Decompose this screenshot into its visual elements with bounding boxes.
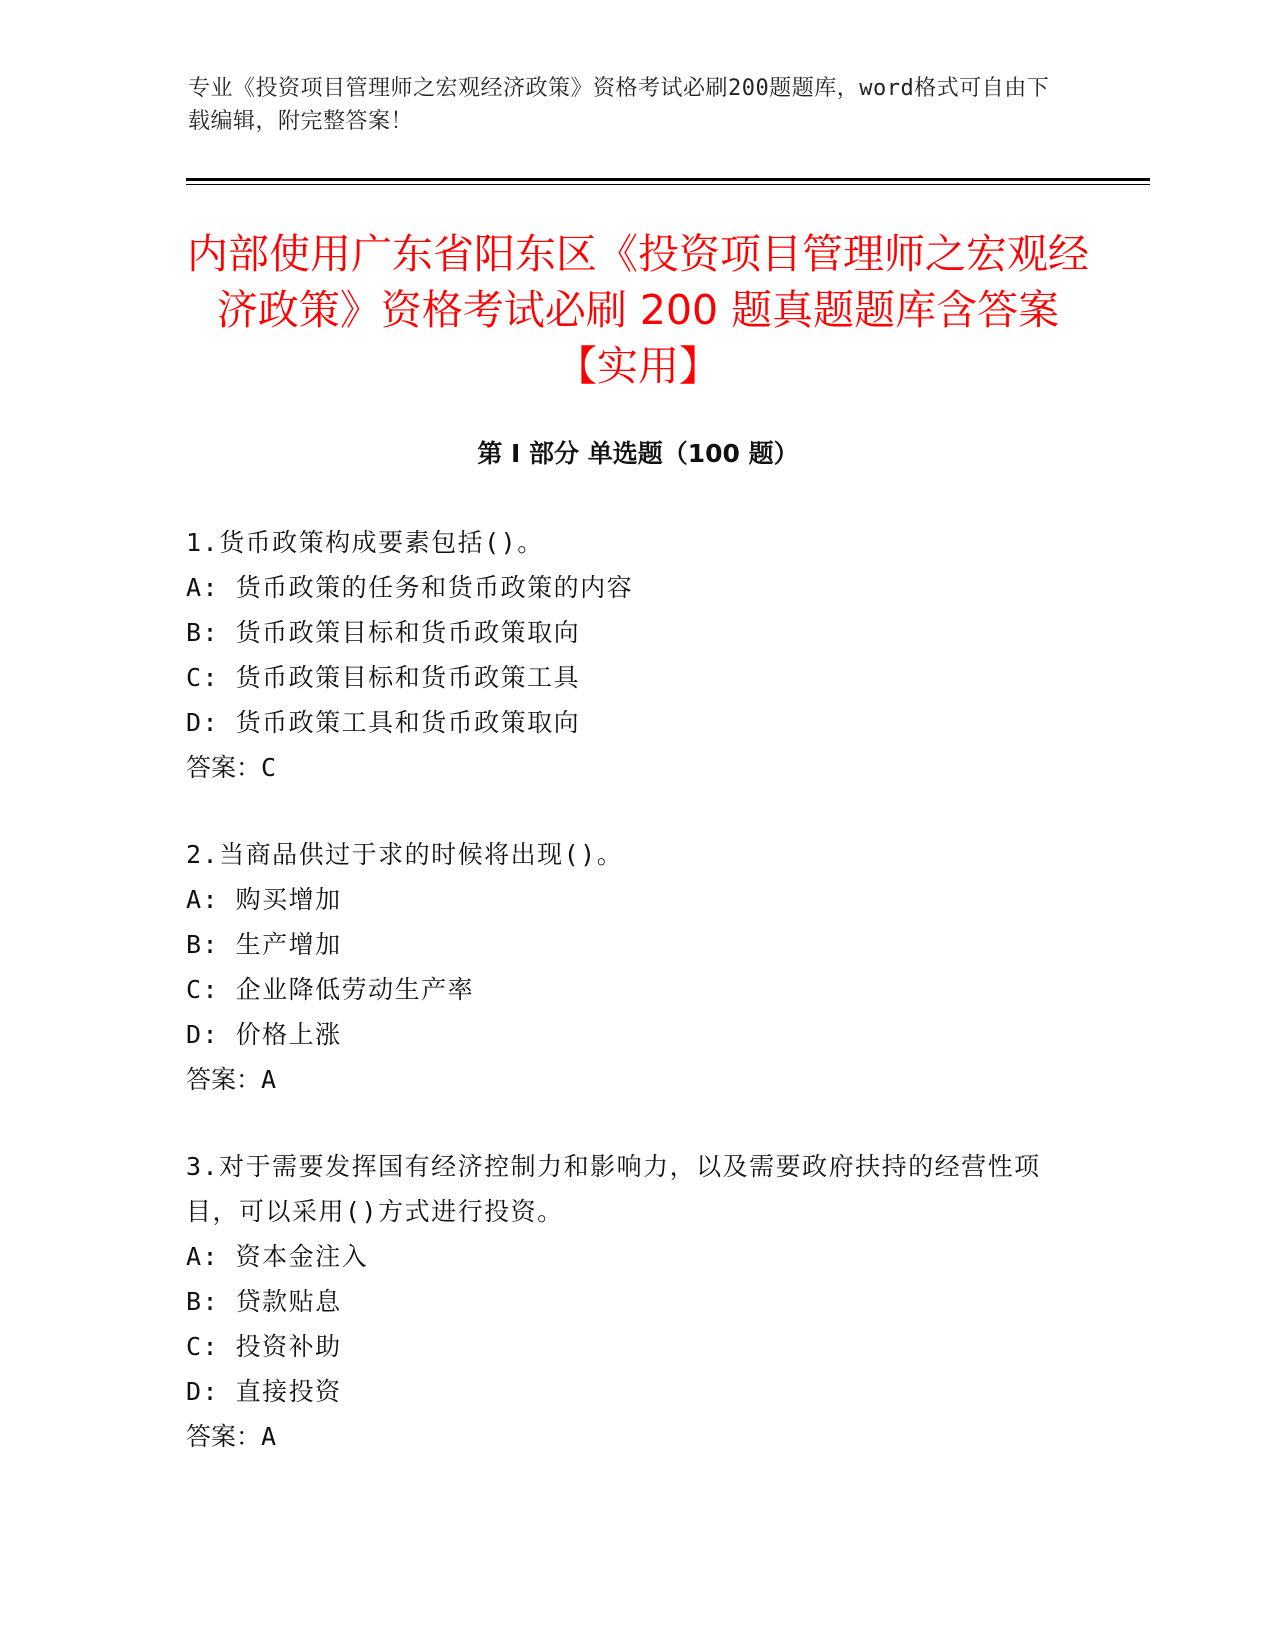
answer-value: A	[261, 1422, 277, 1451]
answer-line	[186, 745, 1066, 790]
question-stem: 2.当商品供过于求的时候将出现()。	[186, 840, 624, 869]
option-a: A: 货币政策的任务和货币政策的内容	[186, 573, 634, 602]
answer-value: C	[261, 753, 277, 782]
answer-line	[186, 1057, 1066, 1102]
answer-label: 答案：	[186, 1065, 262, 1094]
answer-line	[186, 1414, 1066, 1459]
header-note: 专业《投资项目管理师之宏观经济政策》资格考试必刷200题题库，word格式可自由下载编辑，附完整答案！	[188, 76, 1050, 134]
answer-label: 答案：	[186, 1422, 262, 1451]
question-block	[186, 832, 1066, 1102]
option-d: D: 价格上涨	[186, 1020, 342, 1049]
question-block	[186, 520, 1066, 790]
option-c: C: 货币政策目标和货币政策工具	[186, 663, 581, 692]
header-divider-thin	[186, 184, 1150, 185]
option-b: B: 生产增加	[186, 930, 342, 959]
answer-value: A	[261, 1065, 277, 1094]
question-stem: 3.对于需要发挥国有经济控制力和影响力，以及需要政府扶持的经营性项目，可以采用()方式进行投资。	[186, 1152, 1041, 1226]
question-block	[186, 1144, 1066, 1459]
option-a: A: 购买增加	[186, 885, 342, 914]
option-c: C: 企业降低劳动生产率	[186, 975, 475, 1004]
option-a: A: 资本金注入	[186, 1242, 369, 1271]
question-stem: 1.货币政策构成要素包括()。	[186, 528, 544, 557]
section-title: 第 I 部分 单选题（100 题）	[477, 439, 799, 468]
option-c: C: 投资补助	[186, 1332, 342, 1361]
option-d: D: 直接投资	[186, 1377, 342, 1406]
header-divider-thick	[186, 178, 1150, 181]
option-b: B: 贷款贴息	[186, 1287, 342, 1316]
document-title: 内部使用广东省阳东区《投资项目管理师之宏观经济政策》资格考试必刷 200 题真题题库含答案【实用】	[187, 230, 1089, 390]
option-d: D: 货币政策工具和货币政策取向	[186, 708, 581, 737]
option-b: B: 货币政策目标和货币政策取向	[186, 618, 581, 647]
answer-label: 答案：	[186, 753, 262, 782]
